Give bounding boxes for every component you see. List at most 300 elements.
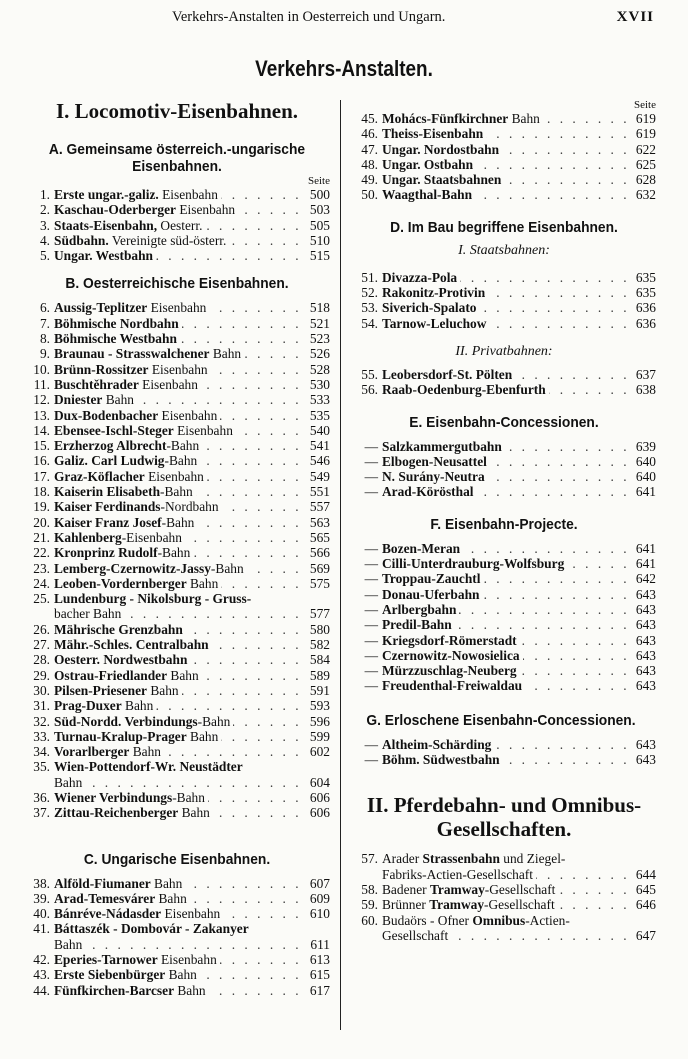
- entry-page: 557: [309, 499, 330, 515]
- entry-page: 589: [309, 667, 330, 683]
- entry-page: 596: [309, 713, 330, 729]
- entry-name: Alföld-Fiumaner Bahn . . .: [54, 876, 300, 891]
- toc-entry: [24, 392, 330, 407]
- toc-entry: [24, 714, 330, 729]
- entry-page: 638: [635, 382, 656, 398]
- section-C-continued-list: [352, 111, 656, 203]
- toc-entry: [352, 172, 656, 187]
- toc-entry: [352, 300, 656, 315]
- entry-number: 54.: [361, 315, 378, 331]
- toc-entry: [24, 469, 330, 484]
- toc-entry: [24, 576, 330, 591]
- entry-number: —: [364, 571, 378, 587]
- entry-page: 530: [309, 376, 330, 392]
- toc-entry: [352, 316, 656, 331]
- entry-name: Fabriks-Actien-Gesellschaft . . .: [382, 867, 626, 882]
- entry-number: 39.: [33, 890, 50, 906]
- entry-number: 2.: [39, 202, 50, 218]
- entry-number: [24, 937, 54, 952]
- toc-entry: [24, 202, 330, 217]
- entry-name: Báttaszék - Dombovár - Zakanyer: [54, 921, 300, 936]
- entry-name: N. Surány-Neutra . . .: [382, 469, 626, 484]
- entry-number: 42.: [33, 952, 50, 968]
- entry-number: 41.: [33, 921, 50, 937]
- entry-number: 28.: [33, 652, 50, 668]
- entry-number: 1.: [39, 187, 50, 202]
- entry-name: Bánréve-Nádasder Eisenbahn . . .: [54, 906, 300, 921]
- toc-entry: [24, 952, 330, 967]
- entry-number: 43.: [33, 967, 50, 983]
- entry-number: 34.: [33, 744, 50, 760]
- entry-page: 615: [309, 967, 330, 983]
- toc-entry: [24, 637, 330, 652]
- entry-page: 636: [635, 300, 656, 316]
- entry-number: 14.: [33, 422, 50, 438]
- toc-entry: [24, 668, 330, 683]
- entry-number: 13.: [33, 407, 50, 423]
- toc-entry: [352, 851, 656, 866]
- entry-page: 551: [309, 484, 330, 500]
- entry-page: 628: [635, 172, 656, 188]
- toc-entry: [24, 248, 330, 263]
- entry-page: 643: [635, 678, 656, 694]
- toc-entry: [352, 484, 656, 499]
- entry-name: Brünn-Rossitzer Eisenbahn . . .: [54, 362, 300, 377]
- entry-number: 21.: [33, 529, 50, 545]
- entry-name: Gesellschaft . . .: [382, 928, 626, 943]
- entry-name: Bahn . . .: [54, 775, 300, 790]
- entry-name: Staats-Eisenbahn, Oesterr. . . .: [54, 218, 300, 233]
- entry-number: 57.: [361, 851, 378, 867]
- entry-name: Salzkammergutbahn . . .: [382, 439, 626, 454]
- entry-number: 16.: [33, 453, 50, 469]
- entry-page: 546: [309, 453, 330, 469]
- entry-page: 577: [309, 606, 330, 622]
- toc-entry: [24, 362, 330, 377]
- entry-name: Kronprinz Rudolf-Bahn . . .: [54, 545, 300, 560]
- entry-name: bacher Bahn . . .: [54, 606, 300, 621]
- entry-page: 610: [309, 906, 330, 922]
- toc-entry: [24, 790, 330, 805]
- column-divider: [340, 100, 341, 1030]
- entry-page: [626, 851, 656, 866]
- entry-page: 619: [635, 111, 656, 126]
- entry-name: Bahn . . .: [54, 937, 300, 952]
- entry-number: —: [364, 617, 378, 633]
- section-E-list: [352, 439, 656, 500]
- entry-page: 611: [310, 936, 330, 952]
- entry-page: 641: [635, 484, 656, 500]
- entry-page: 619: [635, 126, 656, 142]
- entry-name: Braunau - Strasswalchener Bahn . . .: [54, 346, 300, 361]
- entry-number: 35.: [33, 759, 50, 775]
- entry-page: 541: [309, 438, 330, 454]
- entry-number: [24, 606, 54, 621]
- entry-page: 540: [309, 422, 330, 438]
- toc-entry: [352, 602, 656, 617]
- running-head-title: Verkehrs-Anstalten in Oesterreich und Ungarn.: [172, 9, 446, 25]
- entry-number: 30.: [33, 682, 50, 698]
- entry-number: —: [364, 453, 378, 469]
- entry-name: Czernowitz-Nowosielica . . .: [382, 648, 626, 663]
- toc-entry: [24, 408, 330, 423]
- entry-name: Oesterr. Nordwestbahn . . .: [54, 652, 300, 667]
- entry-name: Kaiserin Elisabeth-Bahn . . .: [54, 484, 300, 499]
- entry-page: 604: [309, 774, 330, 790]
- toc-entry: [352, 454, 656, 469]
- toc-entry: [352, 913, 656, 928]
- entry-number: —: [364, 736, 378, 752]
- entry-page: 515: [309, 248, 330, 264]
- right-column: [352, 97, 656, 943]
- entry-page: 591: [309, 682, 330, 698]
- entry-number: —: [364, 632, 378, 648]
- entry-number: 56.: [361, 382, 378, 398]
- entry-name: Turnau-Kralup-Prager Bahn . . .: [54, 729, 300, 744]
- entry-page: 599: [309, 728, 330, 744]
- entry-name: Prag-Duxer Bahn . . .: [54, 698, 300, 713]
- entry-name: Raab-Oedenburg-Ebenfurth . . .: [382, 382, 626, 397]
- entry-name: Aussig-Teplitzer Eisenbahn . . .: [54, 300, 300, 315]
- entry-page: 609: [309, 890, 330, 906]
- entry-page: 535: [309, 407, 330, 423]
- toc-entry: [24, 921, 330, 936]
- entry-page: 642: [635, 571, 656, 587]
- part-I-title: I. Locomotiv-Eisenbahnen.: [55, 99, 299, 123]
- entry-number: 50.: [361, 187, 378, 203]
- entry-name: Leobersdorf-St. Pölten . . .: [382, 367, 626, 382]
- entry-page: 503: [309, 202, 330, 218]
- section-G-list: [352, 737, 656, 768]
- entry-page: 575: [309, 575, 330, 591]
- section-A-title-line2: Eisenbahnen.: [132, 158, 222, 175]
- toc-entry: [352, 648, 656, 663]
- entry-page: 643: [635, 601, 656, 617]
- entry-page: 602: [309, 744, 330, 760]
- entry-page: 500: [309, 187, 330, 202]
- toc-entry: [352, 882, 656, 897]
- toc-entry: [352, 469, 656, 484]
- entry-number: —: [364, 678, 378, 694]
- toc-entry: [352, 187, 656, 202]
- entry-page: 645: [635, 881, 656, 897]
- entry-name: Altheim-Schärding . . .: [382, 737, 626, 752]
- entry-name: Brünner Tramway-Gesellschaft . . .: [382, 897, 626, 912]
- entry-name: Südbahn. Vereinigte süd-österr. . . .: [54, 233, 300, 248]
- section-G-title: G. Erloschene Eisenbahn-Concessionen.: [366, 711, 636, 729]
- entry-page: 523: [309, 331, 330, 347]
- section-D-title: D. Im Bau begriffene Eisenbahnen.: [390, 218, 618, 236]
- section-D-list2: [352, 367, 656, 398]
- toc-entry: [352, 897, 656, 912]
- toc-entry: [24, 729, 330, 744]
- toc-entry: [24, 484, 330, 499]
- entry-page: 607: [309, 875, 330, 891]
- toc-entry: [24, 438, 330, 453]
- entry-name: Eperies-Tarnower Eisenbahn . . .: [54, 952, 300, 967]
- toc-entry: [352, 541, 656, 556]
- left-column: [24, 97, 330, 998]
- entry-page: 584: [309, 652, 330, 668]
- toc-entry: [24, 698, 330, 713]
- entry-page: 636: [635, 315, 656, 331]
- entry-number: 7.: [39, 315, 50, 331]
- entry-number: 53.: [361, 300, 378, 316]
- toc-entry: [24, 187, 330, 202]
- entry-name: Ebensee-Ischl-Steger Eisenbahn . . .: [54, 423, 300, 438]
- entry-number: 19.: [33, 499, 50, 515]
- entry-page: 569: [309, 560, 330, 576]
- entry-name: Budaörs - Ofner Omnibus-Actien-: [382, 913, 626, 928]
- toc-entry: [24, 453, 330, 468]
- entry-name: Mohács-Fünfkirchner Bahn . . .: [382, 111, 626, 126]
- toc-entry: [352, 270, 656, 285]
- toc-entry: [24, 377, 330, 392]
- toc-entry: [24, 983, 330, 998]
- entry-number: 9.: [39, 346, 50, 362]
- entry-page: 622: [635, 141, 656, 157]
- toc-entry: [24, 300, 330, 315]
- entry-number: 37.: [33, 805, 50, 821]
- entry-number: 44.: [33, 982, 50, 998]
- entry-name: Divazza-Pola . . .: [382, 270, 626, 285]
- toc-entry: [24, 515, 330, 530]
- entry-number: 10.: [33, 361, 50, 377]
- entry-number: 58.: [361, 881, 378, 897]
- entry-number: [24, 775, 54, 790]
- toc-entry: [24, 591, 330, 606]
- entry-number: —: [364, 438, 378, 454]
- entry-number: —: [364, 647, 378, 663]
- entry-number: 22.: [33, 545, 50, 561]
- toc-entry: [352, 382, 656, 397]
- entry-number: —: [364, 540, 378, 556]
- toc-entry: [24, 331, 330, 346]
- entry-number: 27.: [33, 637, 50, 653]
- entry-name: Waagthal-Bahn . . .: [382, 187, 626, 202]
- entry-name: Ungar. Ostbahn . . .: [382, 157, 626, 172]
- entry-page: 625: [635, 156, 656, 172]
- toc-entry: [24, 891, 330, 906]
- entry-page: 580: [309, 621, 330, 637]
- entry-page: 643: [635, 663, 656, 679]
- entry-name: Dux-Bodenbacher Eisenbahn . . .: [54, 408, 300, 423]
- entry-name: Leoben-Vordernberger Bahn . . .: [54, 576, 300, 591]
- entry-number: 38.: [33, 875, 50, 891]
- entry-name: Kaiser Franz Josef-Bahn . . .: [54, 515, 300, 530]
- entry-number: 3.: [39, 217, 50, 233]
- entry-name: Graz-Köflacher Eisenbahn . . .: [54, 469, 300, 484]
- entry-page: 641: [635, 556, 656, 572]
- toc-entry: [352, 928, 656, 943]
- entry-name: Elbogen-Neusattel . . .: [382, 454, 626, 469]
- entry-page: 563: [309, 514, 330, 530]
- entry-number: —: [364, 484, 378, 500]
- toc-entry: [352, 111, 656, 126]
- section-B-title: B. Oesterreichische Eisenbahnen.: [65, 275, 289, 293]
- toc-entry: [24, 561, 330, 576]
- entry-page: 640: [635, 469, 656, 485]
- section-D-sub2: II. Privatbahnen:: [455, 343, 553, 359]
- entry-page: 643: [635, 647, 656, 663]
- entry-name: Lemberg-Czernowitz-Jassy-Bahn . . .: [54, 561, 300, 576]
- entry-number: 31.: [33, 698, 50, 714]
- section-D-list1: [352, 270, 656, 331]
- toc-entry: [24, 876, 330, 891]
- entry-number: 20.: [33, 514, 50, 530]
- toc-entry: [24, 805, 330, 820]
- entry-page: 639: [635, 438, 656, 454]
- toc-entry: [24, 218, 330, 233]
- entry-name: Theiss-Eisenbahn . . .: [382, 126, 626, 141]
- section-B-list: [24, 300, 330, 820]
- entry-name: Donau-Uferbahn . . .: [382, 587, 626, 602]
- section-A-list: [24, 187, 330, 263]
- entry-name: Ungar. Westbahn . . .: [54, 248, 300, 263]
- section-C-title: C. Ungarische Eisenbahnen.: [83, 850, 271, 868]
- toc-entry: [352, 556, 656, 571]
- toc-entry: [24, 775, 330, 790]
- toc-entry: [24, 759, 330, 774]
- toc-entry: [352, 663, 656, 678]
- entry-page: 643: [635, 586, 656, 602]
- toc-entry: [352, 678, 656, 693]
- toc-entry: [352, 157, 656, 172]
- entry-name: Badener Tramway-Gesellschaft . . .: [382, 882, 626, 897]
- toc-entry: [352, 126, 656, 141]
- entry-number: 60.: [361, 912, 378, 928]
- entry-page: 635: [635, 269, 656, 285]
- entry-name: Vorarlberger Bahn . . .: [54, 744, 300, 759]
- entry-number: —: [364, 752, 378, 768]
- entry-page: 613: [309, 952, 330, 968]
- entry-name: Lundenburg - Nikolsburg - Gruss-: [54, 591, 300, 606]
- running-head: [0, 9, 688, 29]
- toc-entry: [352, 633, 656, 648]
- entry-name: Zittau-Reichenberger Bahn . . .: [54, 805, 300, 820]
- entry-name: Erste ungar.-galiz. Eisenbahn . . .: [54, 187, 300, 202]
- entry-name: Bozen-Meran . . .: [382, 541, 626, 556]
- toc-entry: [24, 346, 330, 361]
- part-II-title-line1: II. Pferdebahn- und Omnibus-: [366, 793, 642, 818]
- entry-name: Fünfkirchen-Barcser Bahn . . .: [54, 983, 300, 998]
- entry-number: —: [364, 586, 378, 602]
- entry-name: Predil-Bahn . . .: [382, 617, 626, 632]
- entry-page: 644: [635, 866, 656, 882]
- entry-name: Mährische Grenzbahn . . .: [54, 622, 300, 637]
- entry-page: 643: [635, 617, 656, 633]
- entry-page: 632: [635, 187, 656, 203]
- entry-number: 32.: [33, 713, 50, 729]
- entry-number: 24.: [33, 575, 50, 591]
- entry-page: 643: [635, 736, 656, 752]
- entry-number: —: [364, 556, 378, 572]
- toc-entry: [352, 867, 656, 882]
- entry-number: 52.: [361, 285, 378, 301]
- toc-entry: [24, 622, 330, 637]
- toc-entry: [352, 737, 656, 752]
- entry-number: 49.: [361, 172, 378, 188]
- entry-name: Erzherzog Albrecht-Bahn . . .: [54, 438, 300, 453]
- entry-number: 45.: [361, 111, 378, 126]
- entry-number: 33.: [33, 728, 50, 744]
- toc-entry: [352, 142, 656, 157]
- toc-entry: [24, 530, 330, 545]
- toc-entry: [24, 652, 330, 667]
- entry-number: 55.: [361, 366, 378, 382]
- entry-name: Freudenthal-Freiwaldau . . .: [382, 678, 626, 693]
- entry-page: [626, 913, 656, 928]
- toc-entry: [24, 683, 330, 698]
- entry-name: Pilsen-Priesener Bahn . . .: [54, 683, 300, 698]
- page-title: Verkehrs-Anstalten.: [255, 56, 433, 81]
- entry-number: 36.: [33, 789, 50, 805]
- entry-number: 48.: [361, 156, 378, 172]
- entry-page: 528: [309, 361, 330, 377]
- entry-page: 606: [309, 789, 330, 805]
- entry-number: 23.: [33, 560, 50, 576]
- entry-number: 12.: [33, 392, 50, 408]
- entry-name: Ungar. Nordostbahn . . .: [382, 142, 626, 157]
- entry-page: 526: [309, 346, 330, 362]
- entry-name: Rakonitz-Protivin . . .: [382, 285, 626, 300]
- toc-entry: [352, 571, 656, 586]
- entry-name: Ungar. Staatsbahnen . . .: [382, 172, 626, 187]
- entry-page: 643: [635, 632, 656, 648]
- toc-entry: [24, 233, 330, 248]
- entry-name: Dniester Bahn . . .: [54, 392, 300, 407]
- entry-number: —: [364, 469, 378, 485]
- entry-number: 17.: [33, 468, 50, 484]
- toc-entry: [24, 744, 330, 759]
- section-C-list: [24, 876, 330, 998]
- entry-page: 505: [309, 217, 330, 233]
- entry-name: Mähr.-Schles. Centralbahn . . .: [54, 637, 300, 652]
- entry-page: 582: [309, 637, 330, 653]
- toc-entry: [24, 937, 330, 952]
- entry-page: 637: [635, 366, 656, 382]
- entry-number: 25.: [33, 591, 50, 607]
- entry-page: 518: [309, 300, 330, 316]
- entry-page: 565: [309, 529, 330, 545]
- entry-number: 6.: [39, 300, 50, 316]
- entry-page: 510: [309, 232, 330, 248]
- entry-number: 47.: [361, 141, 378, 157]
- entry-name: Galiz. Carl Ludwig-Bahn . . .: [54, 453, 300, 468]
- toc-entry: [24, 423, 330, 438]
- entry-name: Wien-Pottendorf-Wr. Neustädter: [54, 759, 300, 774]
- entry-name: Kahlenberg-Eisenbahn . . .: [54, 530, 300, 545]
- entry-page: [300, 591, 330, 606]
- section-E-title: E. Eisenbahn-Concessionen.: [409, 413, 599, 431]
- entry-number: 5.: [39, 248, 50, 264]
- entry-name: Arad-Körösthal . . .: [382, 484, 626, 499]
- entry-name: Arader Strassenbahn und Ziegel-: [382, 851, 626, 866]
- toc-entry: [352, 285, 656, 300]
- entry-name: Böhm. Südwestbahn . . .: [382, 752, 626, 767]
- entry-name: Arlbergbahn . . .: [382, 602, 626, 617]
- toc-entry: [352, 587, 656, 602]
- entry-number: 18.: [33, 484, 50, 500]
- entry-number: 15.: [33, 438, 50, 454]
- page-number: XVII: [616, 9, 654, 25]
- entry-number: —: [364, 663, 378, 679]
- entry-page: 647: [635, 927, 656, 943]
- entry-number: 4.: [39, 232, 50, 248]
- entry-name: Süd-Nordd. Verbindungs-Bahn . . .: [54, 714, 300, 729]
- toc-entry: [24, 606, 330, 621]
- entry-name: Wiener Verbindungs-Bahn . . .: [54, 790, 300, 805]
